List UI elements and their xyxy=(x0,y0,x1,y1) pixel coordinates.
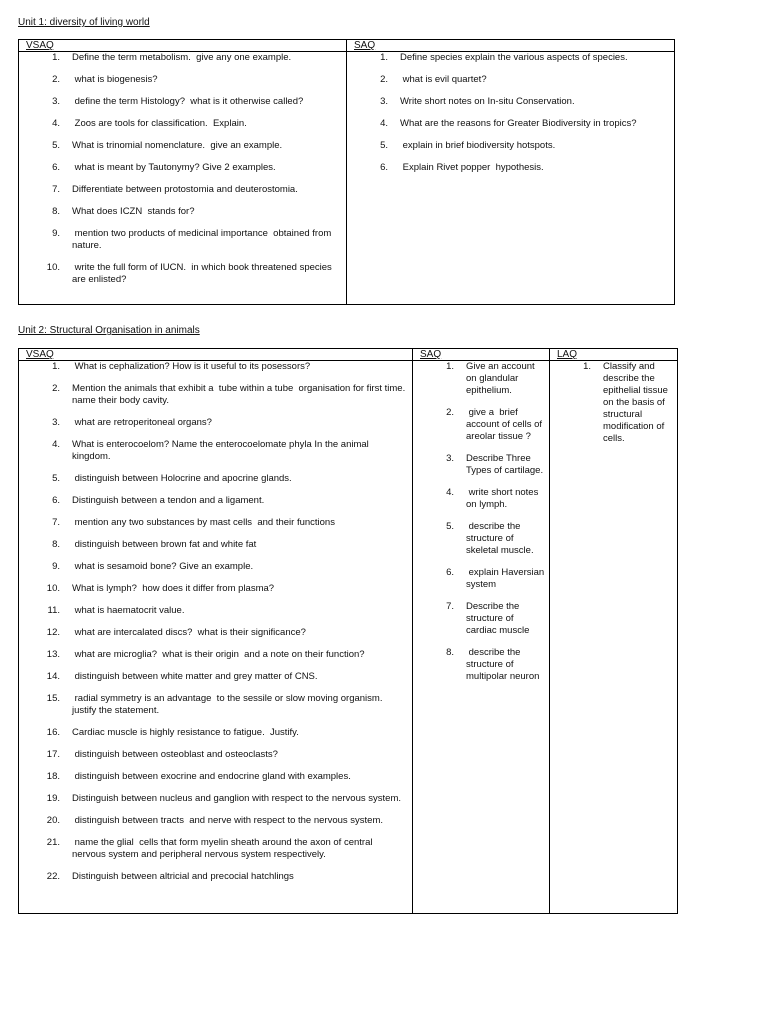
question-item xyxy=(550,361,677,445)
question-item xyxy=(347,96,674,108)
unit2-vsaq-column xyxy=(19,349,412,913)
question-text: Mention the animals that exhibit a tube within a tube organisation for first time. name their body cavity. xyxy=(72,383,411,406)
question-number: 7. xyxy=(52,184,60,195)
question-number: 2. xyxy=(380,74,388,85)
question-number: 1. xyxy=(583,361,591,372)
question-item xyxy=(19,74,346,86)
question-text: What does ICZN stands for? xyxy=(72,206,195,217)
question-item xyxy=(19,262,346,286)
unit2-laq-column xyxy=(549,349,677,913)
question-item xyxy=(413,601,550,637)
question-text: distinguish between exocrine and endocrine gland with examples. xyxy=(72,771,351,782)
question-number: 1. xyxy=(380,52,388,63)
question-item xyxy=(19,871,412,883)
question-item xyxy=(19,383,412,407)
question-item xyxy=(413,567,550,591)
question-text: Define the term metabolism. give any one example. xyxy=(72,52,292,63)
question-number: 5. xyxy=(52,140,60,151)
question-item xyxy=(19,206,346,218)
question-text: name the glial cells that form myelin sheath around the axon of central nervous system and peripheral nervous system respectively. xyxy=(72,837,376,860)
question-text: give a brief account of cells of areolar tissue ? xyxy=(466,407,545,442)
question-text: write the full form of IUCN. in which book threatened species are enlisted? xyxy=(72,262,335,285)
question-number: 17. xyxy=(46,749,60,760)
question-item xyxy=(19,140,346,152)
question-item xyxy=(413,453,550,477)
unit2-laq-header: LAQ xyxy=(557,349,578,360)
question-number: 9. xyxy=(52,561,60,572)
question-text: what is haematocrit value. xyxy=(72,605,185,616)
question-item xyxy=(19,495,412,507)
question-item xyxy=(19,727,412,739)
question-item xyxy=(19,561,412,573)
question-text: what are microglia? what is their origin and a note on their function? xyxy=(72,649,365,660)
question-item xyxy=(19,605,412,617)
question-item xyxy=(347,140,674,152)
question-number: 7. xyxy=(446,601,454,612)
question-item xyxy=(347,52,674,64)
question-text: describe the structure of skeletal muscle. xyxy=(466,521,534,556)
question-number: 14. xyxy=(46,671,60,682)
question-text: what is biogenesis? xyxy=(72,74,158,85)
unit1-saq-header: SAQ xyxy=(354,40,376,51)
question-number: 16. xyxy=(46,727,60,738)
question-item xyxy=(19,118,346,130)
question-text: Zoos are tools for classification. Explain. xyxy=(72,118,247,129)
question-item xyxy=(347,118,674,130)
question-text: what are retroperitoneal organs? xyxy=(72,417,212,428)
question-number: 4. xyxy=(380,118,388,129)
question-number: 19. xyxy=(46,793,60,804)
question-item xyxy=(19,184,346,196)
question-number: 15. xyxy=(46,693,60,704)
question-number: 3. xyxy=(380,96,388,107)
question-number: 6. xyxy=(380,162,388,173)
unit1-saq-list xyxy=(347,52,674,184)
unit1-vsaq-header: VSAQ xyxy=(26,40,54,51)
question-item xyxy=(413,647,550,683)
question-number: 1. xyxy=(446,361,454,372)
question-text: Explain Rivet popper hypothesis. xyxy=(400,162,544,173)
question-item xyxy=(19,771,412,783)
question-text: Distinguish between nucleus and ganglion with respect to the nervous system. xyxy=(72,793,401,804)
question-number: 21. xyxy=(46,837,60,848)
question-text: Describe the structure of cardiac muscle xyxy=(466,601,530,636)
question-text: Describe Three Types of cartilage. xyxy=(466,453,544,476)
question-number: 11. xyxy=(47,605,60,616)
question-text: What is trinomial nomenclature. give an example. xyxy=(72,140,283,151)
question-item xyxy=(347,74,674,86)
question-item xyxy=(413,521,550,557)
question-number: 2. xyxy=(52,74,60,85)
question-item xyxy=(413,487,550,511)
question-number: 4. xyxy=(52,118,60,129)
question-item xyxy=(19,361,412,373)
question-item xyxy=(19,815,412,827)
question-text: explain Haversian system xyxy=(466,567,547,590)
unit2-saq-list xyxy=(413,361,550,693)
question-text: what are intercalated discs? what is their significance? xyxy=(72,627,306,638)
question-item xyxy=(19,439,412,463)
question-text: What is enterocoelom? Name the enterocoelomate phyla In the animal kingdom. xyxy=(72,439,372,462)
unit2-question-table xyxy=(18,348,678,914)
question-number: 12. xyxy=(46,627,60,638)
question-item xyxy=(19,162,346,174)
unit1-question-table xyxy=(18,39,675,305)
question-number: 5. xyxy=(52,473,60,484)
question-text: What are the reasons for Greater Biodiversity in tropics? xyxy=(400,118,637,129)
question-number: 9. xyxy=(52,228,60,239)
question-text: Give an account on glandular epithelium. xyxy=(466,361,538,396)
question-item xyxy=(19,96,346,108)
question-text: what is evil quartet? xyxy=(400,74,487,85)
question-number: 6. xyxy=(52,495,60,506)
question-text: Differentiate between protostomia and deuterostomia. xyxy=(72,184,298,195)
question-number: 3. xyxy=(52,417,60,428)
question-number: 8. xyxy=(52,539,60,550)
question-text: what is sesamoid bone? Give an example. xyxy=(72,561,254,572)
question-number: 10. xyxy=(46,583,60,594)
question-text: Cardiac muscle is highly resistance to fatigue. Justify. xyxy=(72,727,299,738)
question-number: 7. xyxy=(52,517,60,528)
question-item xyxy=(19,837,412,861)
question-item xyxy=(19,749,412,761)
question-number: 4. xyxy=(446,487,454,498)
unit1-title: Unit 1: diversity of living world xyxy=(18,17,150,28)
question-text: explain in brief biodiversity hotspots. xyxy=(400,140,556,151)
question-item xyxy=(19,417,412,429)
question-text: Distinguish between altricial and precocial hatchlings xyxy=(72,871,294,882)
question-number: 10. xyxy=(46,262,60,273)
question-item xyxy=(19,793,412,805)
unit2-vsaq-list xyxy=(19,361,412,893)
question-item xyxy=(19,671,412,683)
unit2-saq-header: SAQ xyxy=(420,349,442,360)
question-text: define the term Histology? what is it otherwise called? xyxy=(72,96,304,107)
question-number: 13. xyxy=(46,649,60,660)
question-number: 5. xyxy=(380,140,388,151)
question-number: 3. xyxy=(446,453,454,464)
unit2-title: Unit 2: Structural Organisation in animals xyxy=(18,325,200,336)
question-text: Distinguish between a tendon and a ligament. xyxy=(72,495,265,506)
unit2-vsaq-header: VSAQ xyxy=(26,349,54,360)
question-item xyxy=(19,228,346,252)
question-number: 8. xyxy=(446,647,454,658)
question-text: What is lymph? how does it differ from plasma? xyxy=(72,583,275,594)
question-text: distinguish between tracts and nerve with respect to the nervous system. xyxy=(72,815,384,826)
question-text: Classify and describe the epithelial tissue on the basis of structural modification of cells. xyxy=(603,361,671,444)
question-text: distinguish between osteoblast and osteoclasts? xyxy=(72,749,278,760)
question-number: 6. xyxy=(446,567,454,578)
question-text: distinguish between brown fat and white fat xyxy=(72,539,257,550)
question-number: 18. xyxy=(46,771,60,782)
unit2-saq-column xyxy=(412,349,550,913)
question-item xyxy=(19,627,412,639)
question-item xyxy=(19,52,346,64)
question-item xyxy=(19,649,412,661)
question-text: distinguish between white matter and grey matter of CNS. xyxy=(72,671,318,682)
question-item xyxy=(19,693,412,717)
question-number: 6. xyxy=(52,162,60,173)
question-number: 20. xyxy=(46,815,60,826)
question-text: radial symmetry is an advantage to the sessile or slow moving organism. justify the statement. xyxy=(72,693,388,716)
question-item xyxy=(413,361,550,397)
question-number: 5. xyxy=(446,521,454,532)
question-number: 4. xyxy=(52,439,60,450)
question-item xyxy=(19,539,412,551)
question-number: 3. xyxy=(52,96,60,107)
question-text: mention two products of medicinal importance obtained from nature. xyxy=(72,228,334,251)
question-number: 8. xyxy=(52,206,60,217)
question-text: Define species explain the various aspects of species. xyxy=(400,52,628,63)
question-number: 2. xyxy=(52,383,60,394)
question-text: describe the structure of multipolar neuron xyxy=(466,647,540,682)
question-text: what is meant by Tautonymy? Give 2 examples. xyxy=(72,162,276,173)
question-text: What is cephalization? How is it useful to its posessors? xyxy=(72,361,311,372)
question-item xyxy=(19,473,412,485)
question-number: 22. xyxy=(46,871,60,882)
unit1-saq-column xyxy=(346,40,674,304)
question-text: distinguish between Holocrine and apocrine glands. xyxy=(72,473,292,484)
question-item xyxy=(347,162,674,174)
question-item xyxy=(413,407,550,443)
question-number: 1. xyxy=(52,361,60,372)
question-number: 1. xyxy=(52,52,60,63)
question-text: write short notes on lymph. xyxy=(466,487,541,510)
question-text: Write short notes on In-situ Conservation. xyxy=(400,96,575,107)
unit1-vsaq-column xyxy=(19,40,346,304)
unit2-laq-list xyxy=(550,361,677,455)
question-item xyxy=(19,583,412,595)
unit1-vsaq-list xyxy=(19,52,346,296)
question-number: 2. xyxy=(446,407,454,418)
question-item xyxy=(19,517,412,529)
question-text: mention any two substances by mast cells and their functions xyxy=(72,517,335,528)
